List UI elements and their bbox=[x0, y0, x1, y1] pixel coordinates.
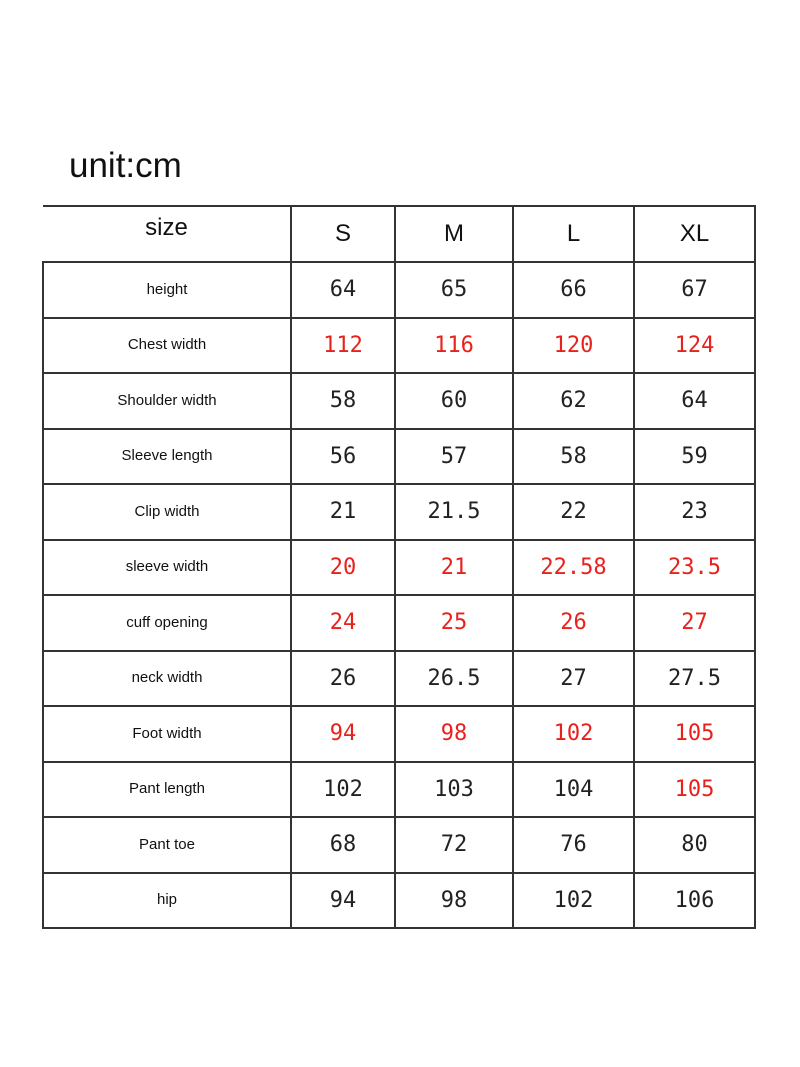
measurement-value: 66 bbox=[560, 277, 587, 303]
value-cell bbox=[513, 318, 634, 374]
measurement-value: 72 bbox=[440, 832, 468, 858]
value-cell bbox=[634, 540, 755, 596]
row-label-cell bbox=[43, 651, 291, 707]
measurement-value: 56 bbox=[329, 443, 357, 469]
value-cell bbox=[634, 706, 755, 762]
value-cell bbox=[291, 318, 395, 374]
measurement-value: 25 bbox=[440, 610, 468, 636]
measurement-value: 106 bbox=[674, 887, 715, 913]
table-header-row bbox=[43, 206, 755, 262]
measurement-value: 58 bbox=[560, 443, 587, 469]
value-cell bbox=[395, 318, 513, 374]
measurement-value: 60 bbox=[440, 388, 468, 414]
measurement-value: 124 bbox=[674, 332, 715, 358]
measurement-value: 21.5 bbox=[427, 499, 481, 525]
value-cell bbox=[291, 540, 395, 596]
size-label: L bbox=[566, 220, 581, 247]
measurement-value: 67 bbox=[681, 277, 708, 303]
header-label: size bbox=[145, 214, 188, 241]
measurement-value: 80 bbox=[681, 832, 708, 858]
measurement-value: 98 bbox=[440, 721, 468, 747]
table-row bbox=[43, 540, 755, 596]
row-label: Clip width bbox=[134, 502, 200, 520]
value-cell bbox=[291, 595, 395, 651]
value-cell bbox=[634, 873, 755, 929]
table-row bbox=[43, 484, 755, 540]
row-label-cell bbox=[43, 762, 291, 818]
value-cell bbox=[395, 817, 513, 873]
measurement-value: 21 bbox=[440, 554, 468, 580]
measurement-value: 23 bbox=[681, 499, 708, 525]
row-label: neck width bbox=[131, 669, 203, 687]
value-cell bbox=[291, 429, 395, 485]
row-label: Pant toe bbox=[139, 835, 195, 853]
value-cell bbox=[513, 373, 634, 429]
value-cell bbox=[634, 429, 755, 485]
measurement-value: 76 bbox=[560, 832, 587, 858]
value-cell bbox=[291, 817, 395, 873]
measurement-value: 105 bbox=[674, 776, 715, 802]
table-row bbox=[43, 706, 755, 762]
row-label-cell bbox=[43, 373, 291, 429]
value-cell bbox=[291, 706, 395, 762]
value-cell bbox=[513, 873, 634, 929]
measurement-value: 21 bbox=[329, 499, 357, 525]
row-label-cell bbox=[43, 484, 291, 540]
value-cell bbox=[634, 318, 755, 374]
value-cell bbox=[634, 373, 755, 429]
size-label: XL bbox=[679, 220, 710, 247]
value-cell bbox=[291, 873, 395, 929]
value-cell bbox=[291, 373, 395, 429]
value-cell bbox=[395, 651, 513, 707]
measurement-value: 120 bbox=[553, 332, 594, 358]
measurement-value: 62 bbox=[560, 388, 587, 414]
size-label: S bbox=[334, 220, 351, 247]
measurement-value: 27.5 bbox=[668, 665, 721, 691]
value-cell bbox=[395, 595, 513, 651]
value-cell bbox=[513, 429, 634, 485]
row-label: sleeve width bbox=[125, 558, 209, 576]
value-cell bbox=[634, 762, 755, 818]
row-label: Sleeve length bbox=[121, 447, 213, 465]
table-row bbox=[43, 262, 755, 318]
value-cell bbox=[395, 484, 513, 540]
table-row bbox=[43, 595, 755, 651]
value-cell bbox=[634, 595, 755, 651]
value-cell bbox=[395, 429, 513, 485]
table-row bbox=[43, 817, 755, 873]
table-row bbox=[43, 873, 755, 929]
row-label-cell bbox=[43, 595, 291, 651]
measurement-value: 68 bbox=[329, 832, 357, 858]
value-cell bbox=[395, 262, 513, 318]
measurement-value: 102 bbox=[553, 721, 594, 747]
value-cell bbox=[513, 762, 634, 818]
row-label: height bbox=[146, 280, 188, 298]
value-cell bbox=[634, 262, 755, 318]
measurement-value: 94 bbox=[329, 721, 357, 747]
measurement-value: 104 bbox=[553, 776, 594, 802]
value-cell bbox=[634, 484, 755, 540]
size-label: M bbox=[444, 220, 464, 247]
measurement-value: 26 bbox=[329, 665, 357, 691]
measurement-value: 20 bbox=[329, 554, 357, 580]
measurement-value: 116 bbox=[434, 332, 474, 358]
value-cell bbox=[291, 262, 395, 318]
measurement-value: 27 bbox=[560, 665, 587, 691]
measurement-value: 24 bbox=[329, 610, 357, 636]
measurement-value: 65 bbox=[440, 277, 468, 303]
row-label-cell bbox=[43, 318, 291, 374]
value-cell bbox=[513, 540, 634, 596]
measurement-value: 102 bbox=[553, 887, 594, 913]
measurement-value: 57 bbox=[440, 443, 468, 469]
measurement-value: 64 bbox=[329, 277, 357, 303]
header-size-m bbox=[395, 206, 513, 262]
measurement-value: 22 bbox=[560, 499, 587, 525]
measurement-value: 105 bbox=[674, 721, 715, 747]
value-cell bbox=[291, 651, 395, 707]
measurement-value: 94 bbox=[329, 887, 357, 913]
row-label-cell bbox=[43, 706, 291, 762]
measurement-value: 26.5 bbox=[427, 665, 481, 691]
header-label-cell bbox=[43, 206, 291, 262]
value-cell bbox=[395, 706, 513, 762]
measurement-value: 23.5 bbox=[668, 554, 721, 580]
row-label-cell bbox=[43, 873, 291, 929]
value-cell bbox=[291, 762, 395, 818]
value-cell bbox=[395, 540, 513, 596]
measurement-value: 58 bbox=[329, 388, 357, 414]
table-row bbox=[43, 318, 755, 374]
header-size-xl bbox=[634, 206, 755, 262]
value-cell bbox=[513, 706, 634, 762]
value-cell bbox=[634, 651, 755, 707]
value-cell bbox=[513, 484, 634, 540]
value-cell bbox=[634, 817, 755, 873]
measurement-value: 102 bbox=[323, 776, 363, 802]
measurement-value: 59 bbox=[681, 443, 708, 469]
row-label-cell bbox=[43, 540, 291, 596]
value-cell bbox=[513, 817, 634, 873]
row-label-cell bbox=[43, 817, 291, 873]
value-cell bbox=[395, 762, 513, 818]
row-label-cell bbox=[43, 429, 291, 485]
row-label: cuff opening bbox=[126, 613, 208, 631]
value-cell bbox=[513, 595, 634, 651]
measurement-value: 64 bbox=[681, 388, 708, 414]
row-label: Foot width bbox=[132, 724, 202, 742]
unit-title: unit:cm bbox=[69, 146, 182, 185]
table-row bbox=[43, 651, 755, 707]
value-cell bbox=[395, 873, 513, 929]
measurement-value: 26 bbox=[560, 610, 587, 636]
measurement-value: 27 bbox=[681, 610, 708, 636]
size-chart-table bbox=[42, 205, 756, 929]
row-label: Shoulder width bbox=[117, 391, 217, 409]
measurement-value: 103 bbox=[434, 776, 474, 802]
measurement-value: 22.58 bbox=[540, 554, 607, 580]
table-row bbox=[43, 762, 755, 818]
header-size-l bbox=[513, 206, 634, 262]
row-label: Pant length bbox=[129, 780, 205, 798]
table-row bbox=[43, 429, 755, 485]
measurement-value: 98 bbox=[440, 887, 468, 913]
value-cell bbox=[395, 373, 513, 429]
table-row bbox=[43, 373, 755, 429]
value-cell bbox=[291, 484, 395, 540]
row-label: Chest width bbox=[127, 336, 207, 354]
value-cell bbox=[513, 262, 634, 318]
header-size-s bbox=[291, 206, 395, 262]
value-cell bbox=[513, 651, 634, 707]
row-label-cell bbox=[43, 262, 291, 318]
row-label: hip bbox=[156, 891, 178, 909]
measurement-value: 112 bbox=[323, 332, 363, 358]
